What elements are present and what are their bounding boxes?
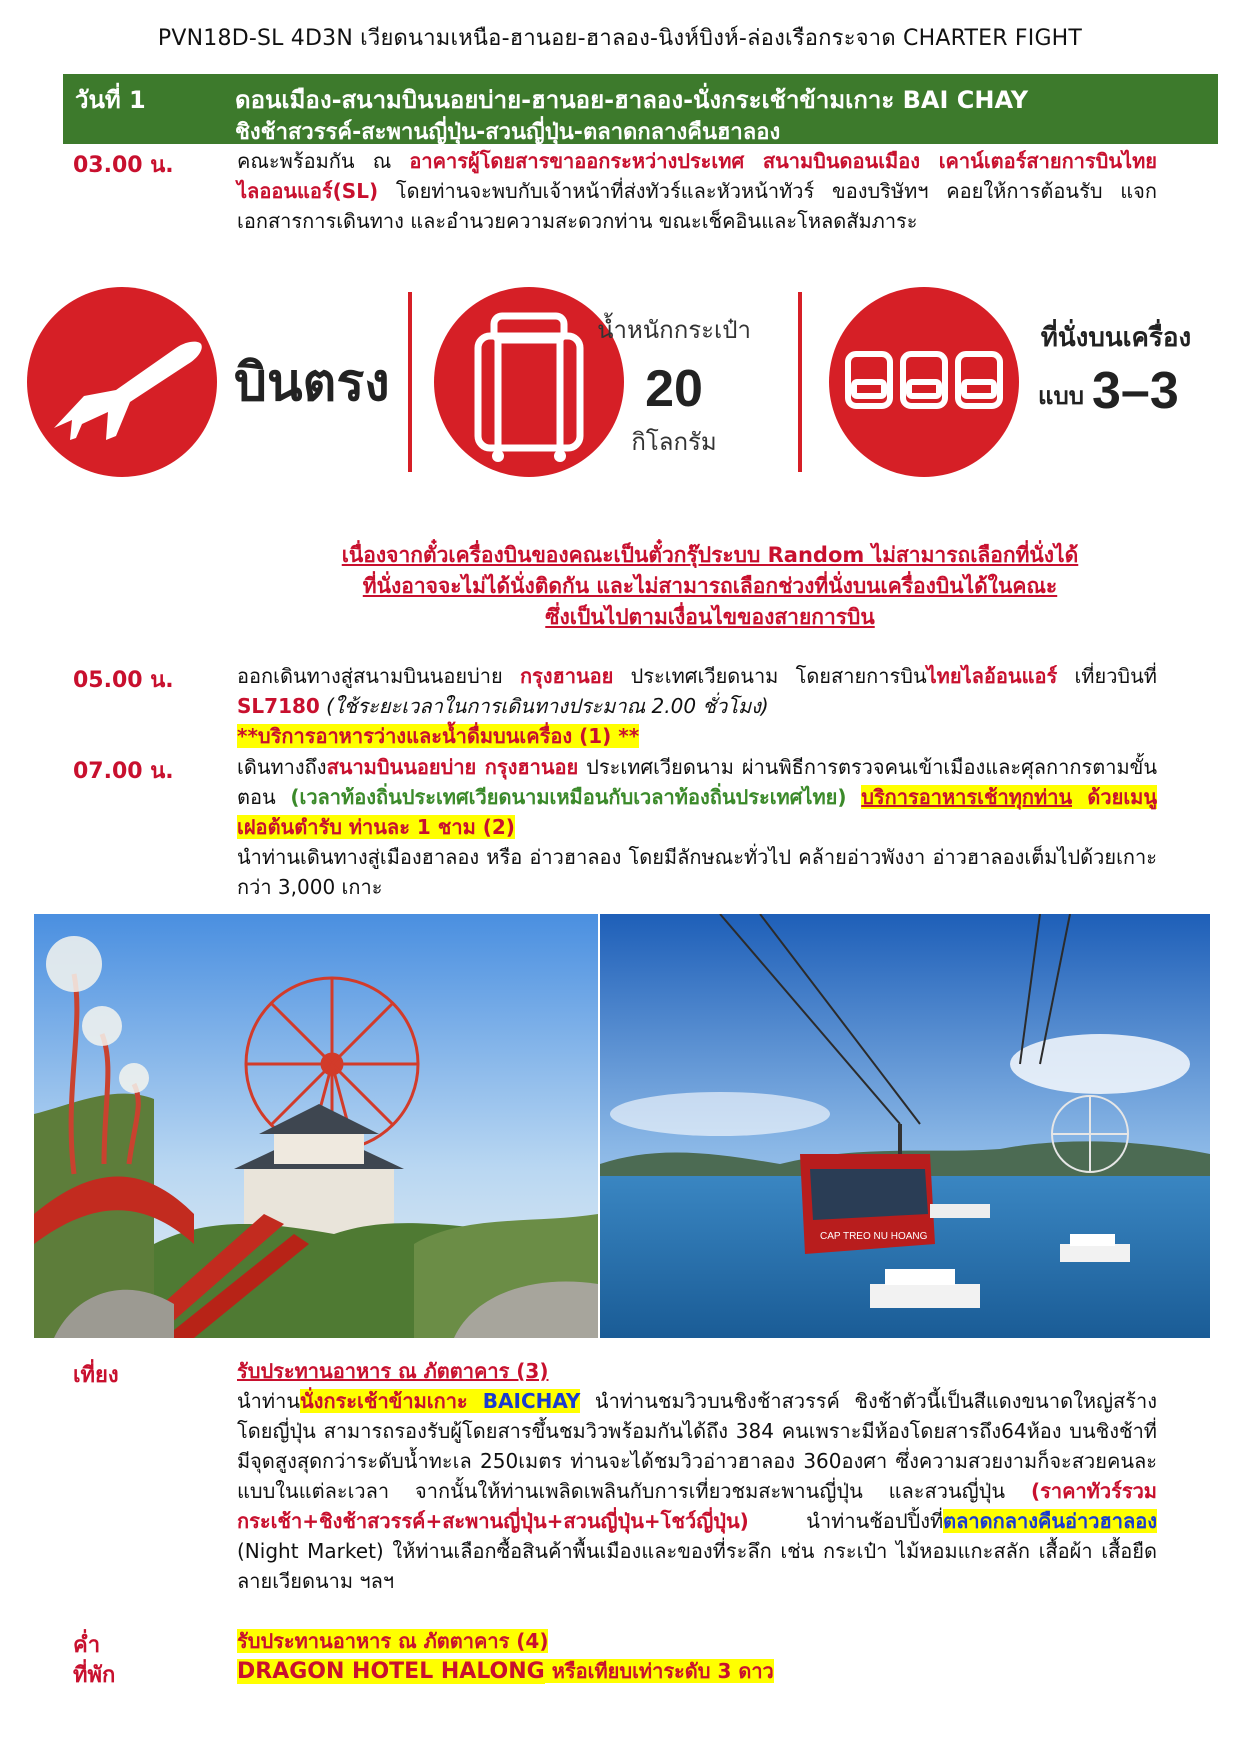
entry-noon-text — [237, 1356, 1157, 1596]
plane-circle — [27, 287, 217, 477]
cable-car-graphic — [600, 914, 1210, 1338]
entry-noon-t4: นำท่านชมวิวบนชิงช้าสวรรค์ ชิงช้าตัวนี้เป็นสีแดงขนาดใหญ่สร้างโดยญี่ปุ่น สามารถรองรับผู้โดยสารขึ้นชมวิวพร้อมกันได้ถึง 384 คนเพราะมีห้องโดยสารถึง64ห้อง บนชิงช้าที่มีจุดสูงสุดกว่าระดับน้ำทะเล 250เมตร ท่านจะได้ชมวิวอ่าวฮาลอง 360องศา ซึ่งความสวยงามก็จะสวยคนละแบบในแต่ละเวลา จากนั้นให้ท่านเพลิดเพลินกับการเที่ยวชมสะพานญี่ปุ่น และสวนญี่ปุ่น — [237, 1389, 1158, 1503]
divider-2 — [798, 292, 802, 472]
bag-weight-unit: กิโลกรัม — [631, 429, 717, 456]
airline-feature-banner — [26, 278, 1216, 483]
entry-0500-t1: ออกเดินทางสู่สนามบินนอยบ่าย — [237, 664, 520, 688]
entry-0300-airport: อาคารผู้โดยสารขาออกระหว่างประเทศ สนามบินดอนเมือง เคาน์เตอร์สายการบินไทยไลออนแอร์(SL) — [237, 149, 1157, 203]
distant-ferris-wheel — [1052, 1096, 1128, 1172]
night-market-highlight: ตลาดกลางคืนอ่าวฮาลอง — [943, 1509, 1157, 1533]
seat-notice-line3: ซึ่งเป็นไปตามเงื่อนไขของสายการบิน — [545, 605, 875, 629]
entry-dinner-text — [237, 1626, 1157, 1656]
local-time-note: (เวลาท้องถิ่นประเทศเวียดนามเหมือนกับเวลาท้องถิ่นประเทศไทย) — [290, 785, 847, 809]
banner-graphic — [26, 278, 1216, 483]
seat-notice-line2: ที่นั่งอาจจะไม่ได้นั่งติดกัน และไม่สามารถเลือกช่วงที่นั่งบนเครื่องบินได้ในคณะ — [362, 574, 1058, 598]
entry-hotel-text — [237, 1656, 1157, 1687]
entry-0700-t7: นำท่านเดินทางสู่เมืองฮาลอง หรือ อ่าวฮาลอง โดยมีลักษณะทั่วไป คล้ายอ่าวพังงา อ่าวฮาลองเต็มไปด้วยเกาะกว่า 3,000 เกาะ — [237, 845, 1157, 899]
entry-0300-t1: คณะพร้อมกัน ณ — [237, 149, 410, 173]
day-header-band — [63, 74, 1218, 144]
in-flight-meal-note: **บริการอาหารว่างและน้ำดื่มบนเครื่อง (1) ** — [237, 724, 640, 748]
tour-price-includes: (ราคาทัวร์รวมกระเช้า+ชิงช้าสวรรค์+สะพานญี่ปุ่น+สวนญี่ปุ่น+โชว์ญี่ปุ่น) — [237, 1479, 1157, 1533]
divider-1 — [408, 292, 412, 472]
seat-layout-caption: ที่นั่งบนเครื่อง — [1040, 322, 1192, 352]
entry-0500-city: กรุงฮานอย — [519, 664, 614, 688]
photo-cable-car — [600, 914, 1210, 1338]
entry-0500-t3: ประเทศเวียดนาม โดยสายการบิน — [613, 664, 927, 688]
entry-0500-airline: ไทยไลอ้อนแอร์ — [926, 664, 1058, 688]
entry-noon-t8: (Night Market) ให้ท่านเลือกซื้อสินค้าพื้นเมืองและของที่ระลึก เช่น กระเป๋า ไม้หอมแกะสลัก เสื้อผ้า เสื้อยืดลายเวียดนาม ฯลฯ — [237, 1539, 1157, 1593]
entry-noon-t6: นำท่านช้อปปิ้งที่ — [748, 1509, 944, 1533]
hotel-name: DRAGON HOTEL HALONG — [237, 1659, 545, 1684]
seat-layout-value: 3–3 — [1092, 362, 1179, 420]
seat-notice-line1: เนื่องจากตั๋วเครื่องบินของคณะเป็นตั๋วกรุ๊ประบบ Random ไม่สามารถเลือกที่นั่งได้ — [341, 543, 1079, 567]
breakfast-menu: ด้วยเมนูเฝอต้นตำรับ ท่านละ 1 ชาม (2) — [237, 785, 1158, 839]
time-dinner: ค่ำ — [73, 1633, 101, 1658]
day-label: วันที่ 1 — [75, 86, 146, 114]
dinner-label: รับประทานอาหาร ณ ภัตตาคาร (4) — [237, 1629, 549, 1653]
flight-number: SL7180 — [237, 694, 320, 718]
bag-weight-value: 20 — [645, 360, 703, 418]
photo-sun-wheel — [34, 914, 598, 1338]
entry-0700-t1: เดินทางถึง — [237, 755, 327, 779]
entry-0700-t3: ประเทศเวียดนาม ผ่านพิธีการตรวจคนเข้าเมืองและศุลกากรตามขั้นตอน — [237, 755, 1157, 809]
breakfast-label: บริการอาหารเช้าทุกท่าน — [861, 785, 1073, 809]
time-0300: 03.00 น. — [73, 153, 174, 178]
entry-0300-text — [237, 146, 1157, 236]
entry-0500-t5: เที่ยวบินที่ — [1057, 664, 1157, 688]
cable-car-highlight: นั่งกระเช้าข้ามเกาะ — [300, 1389, 483, 1413]
day-route-line2: ชิงช้าสวรรค์-สะพานญี่ปุ่น-สวนญี่ปุ่น-ตลาดกลางคืนฮาลอง — [235, 120, 781, 145]
entry-noon-t1: นำท่าน — [237, 1389, 300, 1413]
day-route-line1: ดอนเมือง-สนามบินนอยบ่าย-ฮานอย-ฮาลอง-นั่งกระเช้าข้ามเกาะ BAI CHAY — [235, 86, 1029, 114]
bag-weight-caption: น้ำหนักกระเป๋า — [597, 317, 751, 344]
document-title: PVN18D-SL 4D3N เวียดนามเหนือ-ฮานอย-ฮาลอง-นิงห์บิงห์-ล่องเรือกระจาด CHARTER FIGHT — [157, 26, 1083, 51]
seat-notice — [260, 540, 1160, 633]
baichay-highlight: BAICHAY — [482, 1389, 581, 1413]
flight-duration: (ใช้ระยะเวลาในการเดินทางประมาณ 2.00 ชั่วโมง) — [319, 694, 769, 718]
sun-wheel-graphic — [34, 914, 598, 1338]
entry-0700-airport: สนามบินนอยบ่าย กรุงฮานอย — [326, 755, 579, 779]
lunch-label: รับประทานอาหาร ณ ภัตตาคาร (3) — [237, 1359, 549, 1383]
time-0700: 07.00 น. — [73, 759, 174, 784]
time-0500: 05.00 น. — [73, 668, 174, 693]
cable-car-sign: CAP TREO NU HOANG — [820, 1231, 928, 1242]
seat-layout-prefix: แบบ — [1038, 383, 1084, 410]
time-noon: เที่ยง — [73, 1363, 119, 1388]
entry-0700-text — [237, 752, 1157, 902]
hotel-grade: หรือเทียบเท่าระดับ 3 ดาว — [544, 1659, 774, 1683]
direct-flight-label: บินตรง — [234, 354, 390, 412]
time-hotel: ที่พัก — [73, 1663, 116, 1688]
entry-0500-text — [237, 661, 1157, 751]
entry-0300-t3: โดยท่านจะพบกับเจ้าหน้าที่ส่งทัวร์และหัวหน้าทัวร์ ของบริษัทฯ คอยให้การต้อนรับ แจกเอกสารการเดินทาง และอำนวยความสะดวกท่าน ขณะเช็คอินและโหลดสัมภาระ — [237, 179, 1157, 233]
